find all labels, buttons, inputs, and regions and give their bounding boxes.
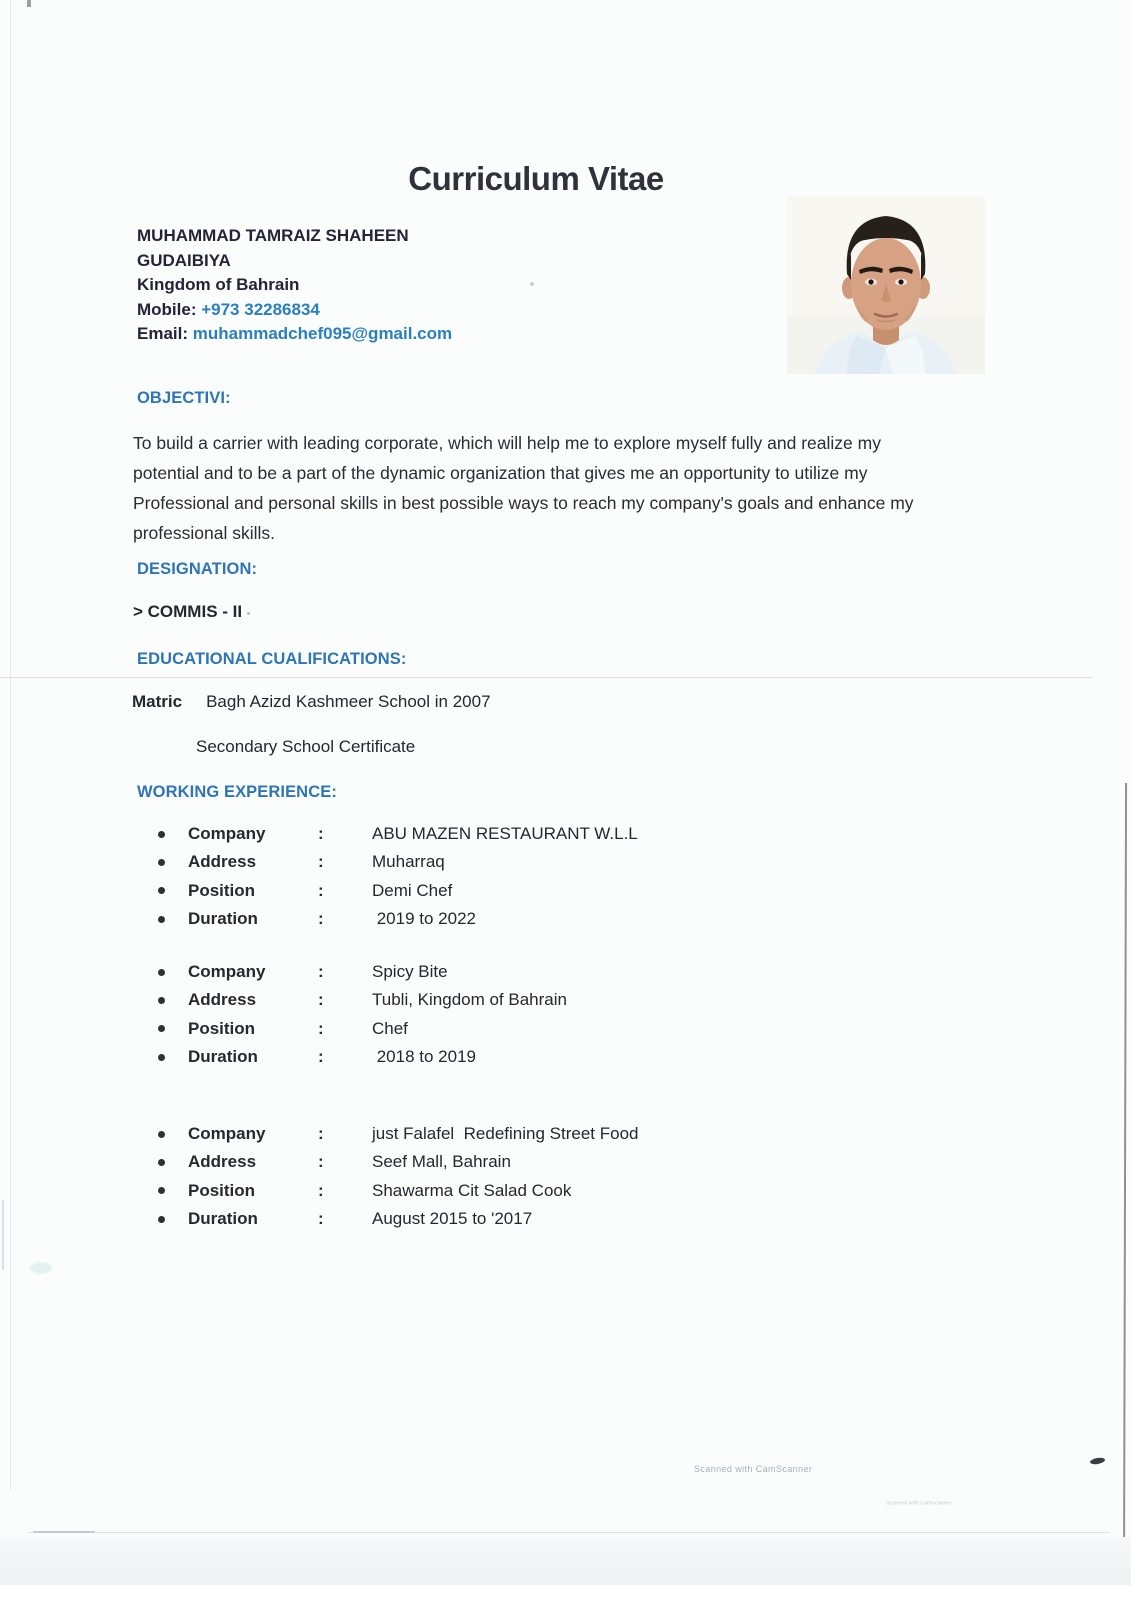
- experience-value-address: Seef Mall, Bahrain: [372, 1152, 511, 1172]
- experience-row: [0, 905, 1000, 933]
- mobile-label: Mobile:: [137, 299, 202, 319]
- experience-row: [0, 848, 1000, 876]
- bullet-icon: [158, 997, 165, 1004]
- objective-line: potential and to be a part of the dynamic organization that gives me an opportunity to utilize my: [133, 463, 868, 483]
- bottom-scan-rule: [28, 1532, 1110, 1533]
- experience-label: Position: [188, 880, 256, 900]
- experience-value-company: just Falafel Redefining Street Food: [372, 1124, 639, 1144]
- email-label: Email:: [137, 324, 193, 344]
- scan-edge-left: [10, 0, 11, 1490]
- experience-row: [0, 877, 1000, 905]
- email-address: muhammadchef095@gmail.com: [192, 324, 453, 344]
- education-section-rule: [0, 677, 1092, 678]
- experience-colon: :: [318, 909, 324, 929]
- bullet-icon: [158, 969, 165, 976]
- bullet-icon: [158, 831, 165, 838]
- education-matric-label: Matric: [132, 692, 183, 711]
- contact-country: Kingdom of Bahrain: [137, 275, 300, 295]
- objective-paragraph: [133, 428, 1033, 548]
- experience-value-position: Shawarma Cit Salad Cook: [372, 1180, 572, 1200]
- bullet-icon: [158, 1159, 165, 1166]
- experience-row: [0, 1205, 1000, 1233]
- experience-row: [0, 986, 1000, 1014]
- experience-colon: :: [318, 880, 324, 900]
- experience-value-company: ABU MAZEN RESTAURANT W.L.L: [372, 824, 638, 844]
- experience-colon: :: [318, 1124, 324, 1144]
- experience-label: Duration: [188, 909, 258, 929]
- education-matric-row: [132, 692, 491, 712]
- experience-colon: :: [318, 1047, 324, 1067]
- experience-label: Address: [188, 1152, 257, 1172]
- experience-job-3: [0, 1120, 1000, 1233]
- experience-value-duration: August 2015 to '2017: [372, 1209, 533, 1229]
- experience-colon: :: [318, 824, 324, 844]
- bullet-icon: [158, 1216, 165, 1223]
- experience-colon: :: [318, 1152, 324, 1172]
- experience-value-duration: 2019 to 2022: [372, 909, 476, 929]
- experience-row: [0, 1015, 1000, 1043]
- experience-value-company: Spicy Bite: [372, 962, 448, 982]
- contact-block: [137, 224, 452, 347]
- bullet-icon: [158, 916, 165, 923]
- experience-row: [0, 820, 1000, 848]
- experience-label: Duration: [188, 1209, 258, 1229]
- experience-label: Position: [188, 1018, 256, 1038]
- objective-line: Professional and personal skills in best possible ways to reach my company's goals and enhance my: [133, 493, 914, 513]
- scan-speck: [247, 612, 250, 615]
- experience-colon: :: [318, 990, 324, 1010]
- page-bottom-margin: [0, 1585, 1131, 1600]
- experience-label: Company: [188, 824, 266, 844]
- experience-job-2: [0, 958, 1000, 1071]
- experience-colon: :: [318, 1180, 324, 1200]
- experience-row: [0, 958, 1000, 986]
- bottom-scan-rule-dark-segment: [33, 1531, 95, 1533]
- experience-label: Address: [188, 990, 257, 1010]
- experience-value-position: Demi Chef: [372, 880, 453, 900]
- objective-line: professional skills.: [133, 523, 275, 543]
- bullet-icon: [158, 1187, 165, 1194]
- experience-heading: WORKING EXPERIENCE:: [137, 783, 337, 801]
- objective-heading: OBJECTIVI:: [137, 389, 231, 407]
- experience-colon: :: [318, 1209, 324, 1229]
- objective-line: To build a carrier with leading corporate, which will help me to explore myself fully and realize my: [133, 433, 881, 453]
- bullet-icon: [158, 1025, 165, 1032]
- scan-smudge: [30, 1262, 52, 1274]
- camscanner-watermark-small: Scanned with CamScanner: [886, 1501, 952, 1507]
- experience-value-address: Muharraq: [372, 852, 445, 872]
- experience-value-address: Tubli, Kingdom of Bahrain: [372, 990, 567, 1010]
- bullet-icon: [158, 1131, 165, 1138]
- experience-value-duration: 2018 to 2019: [372, 1047, 476, 1067]
- education-certificate: Secondary School Certificate: [196, 737, 416, 756]
- experience-row: [0, 1177, 1000, 1205]
- bottom-scan-shading: [0, 1537, 1131, 1585]
- experience-colon: :: [318, 962, 324, 982]
- experience-colon: :: [318, 852, 324, 872]
- contact-mobile-row: [137, 298, 452, 323]
- portrait-photo: [787, 196, 985, 374]
- experience-row: [0, 1043, 1000, 1071]
- experience-label: Address: [188, 852, 257, 872]
- experience-row: [0, 1120, 1000, 1148]
- scan-speck: [530, 282, 534, 286]
- education-heading: EDUCATIONAL CUALIFICATIONS:: [137, 650, 407, 668]
- scan-edge-right: [1123, 783, 1127, 1600]
- bullet-icon: [158, 859, 165, 866]
- scan-corner-mark: [27, 0, 31, 7]
- designation-value: > COMMIS - II: [133, 602, 243, 621]
- experience-label: Company: [188, 1124, 266, 1144]
- bullet-icon: [158, 1054, 165, 1061]
- education-matric-value: Bagh Azizd Kashmeer School in 2007: [206, 692, 491, 711]
- camscanner-watermark: Scanned with CamScanner: [694, 1464, 813, 1474]
- experience-label: Duration: [188, 1047, 258, 1067]
- portrait-photo-graphic: [787, 196, 985, 374]
- ink-blob-artifact: [1090, 1457, 1106, 1466]
- experience-label: Company: [188, 962, 266, 982]
- mobile-number: +973 32286834: [201, 299, 320, 319]
- experience-value-position: Chef: [372, 1018, 408, 1038]
- contact-name: MUHAMMAD TAMRAIZ SHAHEEN: [137, 226, 409, 245]
- experience-label: Position: [188, 1180, 256, 1200]
- experience-colon: :: [318, 1018, 324, 1038]
- page-title: Curriculum Vitae: [408, 160, 664, 197]
- experience-job-1: [0, 820, 1000, 933]
- contact-email-row: [137, 322, 452, 347]
- bullet-icon: [158, 887, 165, 894]
- experience-row: [0, 1148, 1000, 1176]
- designation-heading: DESIGNATION:: [137, 560, 258, 578]
- contact-area: GUDAIBIYA: [137, 250, 231, 270]
